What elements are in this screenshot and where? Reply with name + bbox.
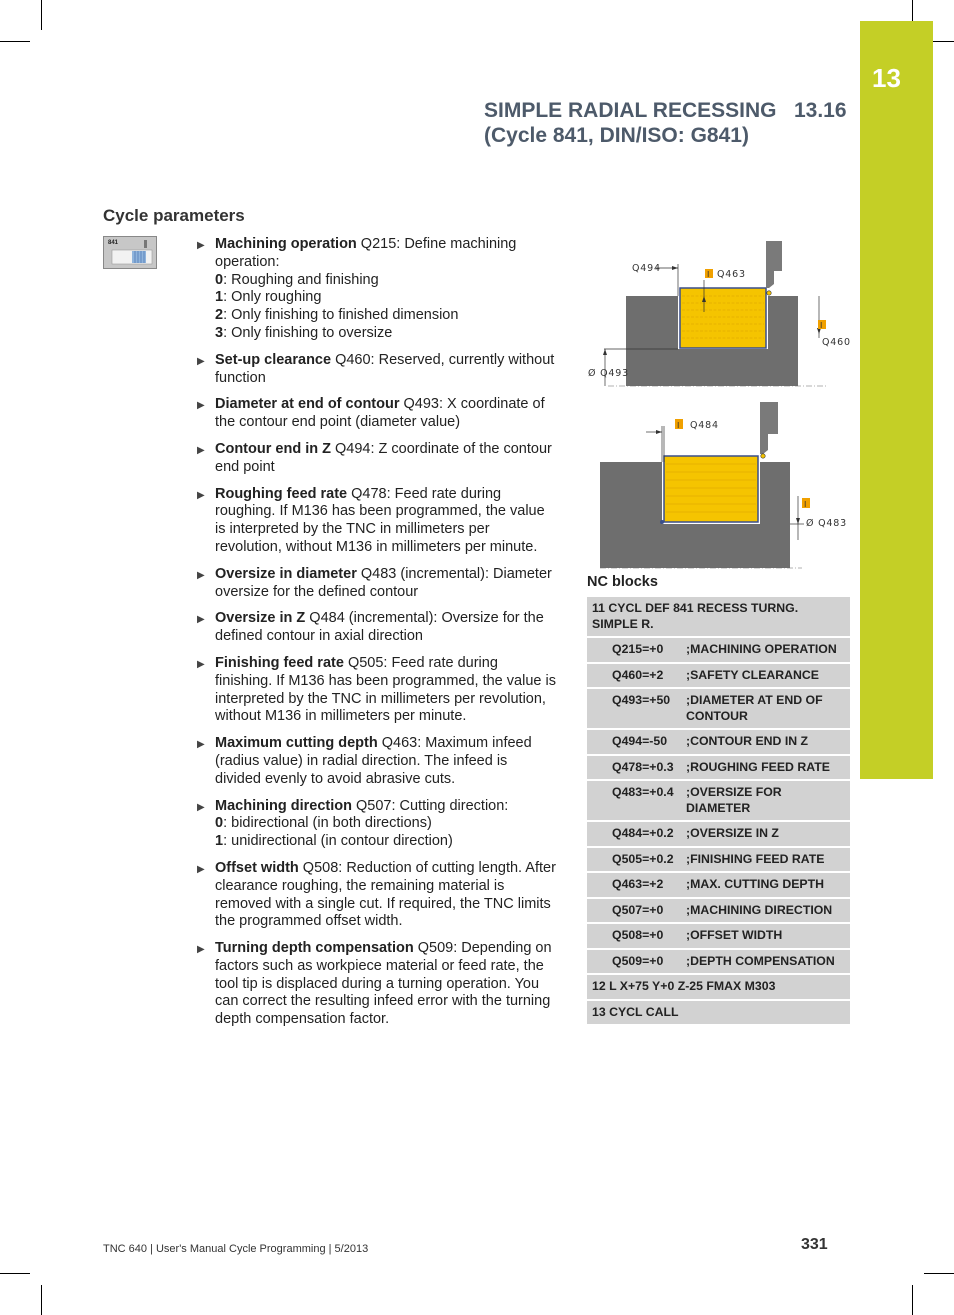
- parameter-item: [195, 860, 557, 931]
- nc-param-comment: ;ROUGHING FEED RATE: [686, 759, 830, 774]
- footer-text: TNC 640 | User's Manual Cycle Programming | 5/2013: [103, 1243, 369, 1255]
- nc-blocks-table: [587, 597, 850, 1026]
- nc-param-comment: ;FINISHING FEED RATE: [686, 851, 825, 866]
- header-line-2: (Cycle 841, DIN/ISO: G841): [484, 124, 749, 147]
- parameter-name: Maximum cutting depth: [215, 735, 378, 752]
- softkey-label: 841: [108, 240, 119, 246]
- nc-row: [587, 689, 850, 730]
- nc-row: [587, 950, 850, 976]
- label-q483: Ø Q483: [806, 518, 847, 529]
- option-key: 0: [215, 271, 224, 288]
- parameter-name: Machining operation: [215, 236, 357, 252]
- nc-param-value: Q463=+2: [612, 877, 664, 891]
- parameter-option: [215, 272, 557, 290]
- crop-mark: [924, 1273, 954, 1274]
- parameter-option: [215, 325, 557, 343]
- figure-marker: I: [707, 270, 711, 279]
- recess-diagram-bottom: [586, 400, 854, 572]
- nc-param-comment: ;OVERSIZE FOR DIAMETER: [686, 785, 782, 815]
- parameter-name: Turning depth compensation: [215, 940, 414, 957]
- parameter-item: [195, 441, 557, 477]
- nc-row: [587, 975, 850, 1001]
- figure-marker: I: [804, 500, 808, 509]
- option-key: 1: [215, 833, 224, 850]
- figure-marker: I: [820, 321, 824, 330]
- bullet-arrow-icon: ▶: [197, 444, 205, 456]
- parameter-desc: Q505: Feed rate during finishing. If M136 has been programmed, the value is interpreted by the TNC in millimeters per revolution, without M136 in millimeters per minute.: [215, 654, 556, 725]
- parameter-desc: Q494: Z coordinate of the contour end point: [215, 440, 552, 475]
- softkey-graphic: [104, 237, 156, 268]
- section-title: Cycle parameters: [103, 206, 245, 225]
- parameter-item: [195, 655, 557, 726]
- nc-block-text: 11 CYCL DEF 841 RECESS TURNG. SIMPLE R.: [592, 601, 799, 631]
- option-key: 1: [215, 289, 224, 306]
- recess-diagram-top: [586, 238, 854, 394]
- cycle-softkey-icon: [103, 236, 157, 269]
- nc-param-comment: ;OVERSIZE IN Z: [686, 826, 779, 840]
- nc-param-comment: ;DEPTH COMPENSATION: [686, 953, 835, 968]
- parameter-desc: Q215: Define machining operation:: [215, 236, 517, 270]
- figure-marker: I: [677, 421, 681, 430]
- nc-row: [587, 756, 850, 782]
- parameter-desc: Q478: Feed rate during roughing. If M136 has been programmed, the value is interpreted by the TNC in millimeters per revolution, without M136 in millimeters per minute.: [215, 485, 545, 555]
- parameter-option: [215, 815, 557, 833]
- nc-param-value: Q460=+2: [612, 667, 664, 682]
- label-q493: Ø Q493: [588, 368, 629, 379]
- parameter-item: [195, 396, 557, 432]
- parameter-name: Oversize in diameter: [215, 565, 357, 582]
- option-text: : bidirectional (in both directions): [223, 815, 432, 832]
- option-key: 3: [215, 324, 224, 341]
- nc-param-comment: ;OFFSET WIDTH: [686, 928, 783, 942]
- nc-param-value: Q215=+0: [612, 642, 664, 656]
- nc-param-value: Q509=+0: [612, 953, 664, 968]
- label-q463: Q463: [717, 269, 746, 280]
- nc-row: [587, 873, 850, 899]
- parameter-desc: Q508: Reduction of cutting length. After clearance roughing, the remaining material is removed with a single cut. If required, the TNC limits the programmed offset width.: [215, 859, 556, 930]
- option-key: 0: [215, 815, 224, 832]
- parameter-desc: Q463: Maximum infeed (radius value) in radial direction. The infeed is divided evenly to avoid abrasive cuts.: [215, 735, 532, 787]
- crop-mark: [0, 1273, 30, 1274]
- parameter-item: [195, 735, 557, 788]
- parameter-desc: Q493: X coordinate of the contour end point (diameter value): [215, 396, 545, 431]
- nc-blocks-title: NC blocks: [587, 574, 658, 590]
- nc-param-value: Q484=+0.2: [612, 826, 674, 840]
- parameter-list: [195, 236, 557, 1038]
- nc-param-value: Q507=+0: [612, 902, 664, 917]
- bullet-arrow-icon: ▶: [197, 569, 205, 581]
- parameter-item: [195, 236, 557, 343]
- parameter-name: Machining direction: [215, 797, 352, 814]
- nc-block-text: 13 CYCL CALL: [592, 1004, 679, 1019]
- option-text: : Roughing and finishing: [223, 271, 379, 288]
- crop-mark: [0, 41, 30, 42]
- nc-param-comment: ;MACHINING OPERATION: [686, 642, 837, 656]
- parameter-desc: Q507: Cutting direction:: [351, 797, 509, 814]
- nc-param-value: Q478=+0.3: [612, 759, 674, 774]
- nc-row: [587, 1001, 850, 1027]
- option-key: 2: [215, 307, 224, 324]
- bullet-arrow-icon: ▶: [197, 863, 205, 875]
- option-text: : Only finishing to oversize: [223, 324, 393, 341]
- nc-row: [587, 664, 850, 690]
- parameter-name: Diameter at end of contour: [215, 396, 400, 413]
- crop-mark: [912, 1285, 913, 1315]
- bullet-arrow-icon: ▶: [197, 739, 205, 751]
- nc-param-value: Q508=+0: [612, 928, 664, 942]
- option-text: : Only roughing: [223, 289, 322, 306]
- nc-param-comment: ;MAX. CUTTING DEPTH: [686, 877, 824, 891]
- option-text: : Only finishing to finished dimension: [223, 307, 459, 324]
- bullet-arrow-icon: ▶: [197, 489, 205, 501]
- parameter-option: [215, 307, 557, 325]
- chapter-number: 13: [872, 63, 901, 93]
- label-q484: Q484: [690, 420, 719, 431]
- nc-block-text: 12 L X+75 Y+0 Z-25 FMAX M303: [592, 979, 776, 993]
- parameter-desc: Q484 (incremental): Oversize for the defined contour in axial direction: [215, 610, 544, 645]
- parameter-option: [215, 833, 557, 851]
- crop-mark: [41, 1285, 42, 1315]
- nc-row: [587, 924, 850, 950]
- option-text: : unidirectional (in contour direction): [223, 833, 453, 850]
- nc-row: [587, 822, 850, 848]
- parameter-option: [215, 289, 557, 307]
- nc-param-comment: ;SAFETY CLEARANCE: [686, 667, 819, 682]
- bullet-arrow-icon: ▶: [197, 801, 205, 813]
- page-number: 331: [801, 1236, 828, 1253]
- parameter-item: [195, 798, 557, 851]
- nc-row: [587, 597, 850, 638]
- bullet-arrow-icon: ▶: [197, 355, 205, 367]
- nc-row: [587, 638, 850, 664]
- bullet-arrow-icon: ▶: [197, 614, 205, 626]
- parameter-item: [195, 940, 557, 1029]
- chapter-tab: [860, 21, 933, 779]
- nc-param-value: Q494=-50: [612, 734, 668, 748]
- parameter-item: [195, 610, 557, 646]
- parameter-name: Set-up clearance: [215, 351, 332, 368]
- nc-row: [587, 848, 850, 874]
- nc-row: [587, 781, 850, 822]
- bullet-arrow-icon: ▶: [197, 400, 205, 412]
- parameter-name: Finishing feed rate: [215, 654, 344, 671]
- parameter-item: [195, 566, 557, 602]
- nc-param-comment: ;DIAMETER AT END OF CONTOUR: [686, 693, 823, 723]
- nc-row: [587, 730, 850, 756]
- parameter-desc: Q460: Reserved, currently without function: [215, 351, 555, 386]
- nc-param-comment: ;CONTOUR END IN Z: [686, 734, 809, 748]
- parameter-item: [195, 352, 557, 388]
- page-header: [484, 98, 847, 148]
- parameter-item: [195, 486, 557, 557]
- nc-param-value: Q483=+0.4: [612, 785, 674, 799]
- bullet-arrow-icon: ▶: [197, 240, 205, 251]
- parameter-desc: Q483 (incremental): Diameter oversize for the defined contour: [215, 565, 552, 600]
- label-q494: Q494: [632, 263, 661, 274]
- parameter-name: Roughing feed rate: [215, 485, 348, 502]
- nc-param-value: Q505=+0.2: [612, 851, 674, 866]
- bullet-arrow-icon: ▶: [197, 944, 205, 956]
- nc-param-comment: ;MACHINING DIRECTION: [686, 902, 833, 917]
- parameter-name: Offset width: [215, 859, 299, 876]
- label-q460: Q460: [822, 337, 851, 348]
- header-line-1: SIMPLE RADIAL RECESSING 13.16: [484, 99, 847, 122]
- nc-row: [587, 899, 850, 925]
- parameter-name: Oversize in Z: [215, 610, 306, 627]
- bullet-arrow-icon: ▶: [197, 658, 205, 670]
- parameter-desc: Q509: Depending on factors such as workpiece material or feed rate, the tool tip is displaced during a turning operation. You can correct the resulting infeed error with the turning depth compensation factor.: [215, 940, 552, 1028]
- parameter-name: Contour end in Z: [215, 440, 331, 457]
- nc-param-value: Q493=+50: [612, 693, 671, 707]
- crop-mark: [41, 0, 42, 30]
